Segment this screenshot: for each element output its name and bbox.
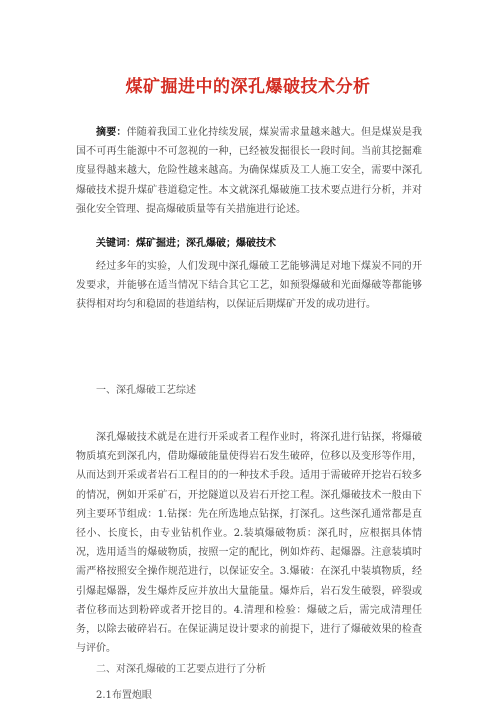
abstract-text: 伴随着我国工业化持续发展，煤炭需求量越来越大。但是煤炭是我国不可再生能源中不可忽视的一种，已经被发掘很长一段时间。当前其挖掘难度显得越来越大，危险性越来越高。为确保煤质及工人施工安全，需要中深孔爆破技术提升煤矿巷道稳定性。本文就深孔爆破施工技术要点进行分析，并对强化安全管理、提高爆破质量等有关措施进行论述。 [76, 127, 423, 215]
abstract-paragraph [76, 123, 422, 219]
keywords-text: 煤矿掘进；深孔爆破；爆破技术 [136, 238, 276, 249]
abstract-label: 摘要： [96, 127, 127, 138]
section-1-heading: 一、深孔爆破工艺综述 [96, 385, 196, 396]
keywords-label: 关键词： [96, 238, 136, 249]
document-title: 煤矿掘进中的深孔爆破技术分析 [125, 77, 371, 97]
intro-paragraph: 经过多年的实验，人们发现中深孔爆破工艺能够满足对地下煤炭不同的开发要求，并能够在适当情况下结合其它工艺，如预裂爆破和光面爆破等都能够获得相对均匀和稳固的巷道结构，以保证后期煤矿开发的成功进行。 [76, 261, 422, 311]
subsection-2-1-heading: 2.1布置炮眼 [96, 690, 152, 701]
section-1-body: 深孔爆破技术就是在进行开采或者工程作业时，将深孔进行钻探，将爆破物质填充到深孔内，借助爆破能量使得岩石发生破碎，位移以及变形等作用，从而达到开采或者岩石工程目的的一种技术手段。适用于需破碎开挖岩石较多的情况，例如开采矿石，开挖隧道以及岩石开挖工程。深孔爆破技术一般由下列主要环节组成：1.钻探：先在所选地点钻探，打深孔。这些深孔通常都是直径小、长度长，由专业钻机作业。2.装填爆破物质：深孔时，应根据具体情况，选用适当的爆破物质，按照一定的配比，例如炸药、起爆器。注意装填时需严格按照安全操作规范进行，以保证安全。3.爆破：在深孔中装填物质，经引爆起爆器，发生爆炸反应并放出大量能量。爆炸后，岩石发生破裂，碎裂或者位移而达到粉碎或者开挖目的。4.清理和检验：爆破之后，需完成清理任务，以除去破碎岩石。在保证满足设计要求的前提下，进行了爆破效果的检查与评价。 [76, 432, 422, 655]
section-2-heading: 二、对深孔爆破的工艺要点进行了分析 [96, 664, 266, 675]
keywords-line [96, 234, 276, 249]
